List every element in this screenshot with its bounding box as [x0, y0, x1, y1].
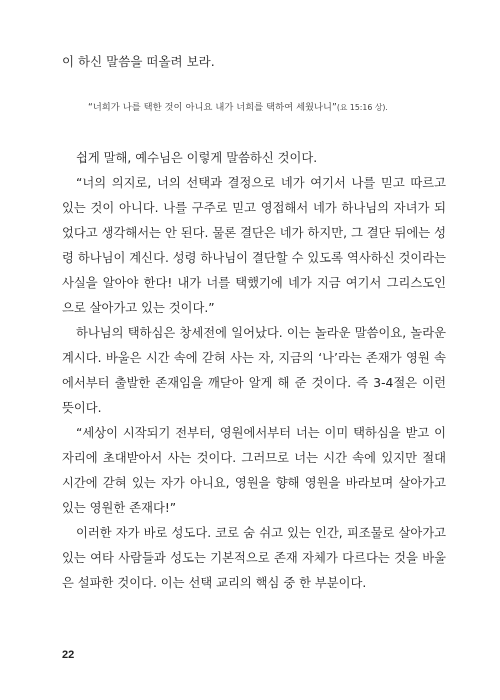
page-number: 22	[62, 649, 75, 661]
paragraph-4: “세상이 시작되기 전부터, 영원에서부터 너는 이미 택하심을 받고 이 자리에 초대받아서 사는 것이다. 그러므로 너는 시간 속에 있지만 절대 시간에 갇혀 있는 자가 아니요, 영원을 향해 영원을 바라보며 살아가고 있는 영원한 존재다!”	[62, 426, 446, 515]
scripture-quote	[88, 100, 388, 116]
quote-text: “너희가 나를 택한 것이 아니요 내가 너희를 택하여 세웠나니”	[88, 102, 337, 113]
paragraph-5: 이러한 자가 바로 성도다. 코로 숨 쉬고 있는 인간, 피조물로 살아가고 있는 여타 사람들과 성도는 기본적으로 존재 자체가 다르다는 것을 바울은 설파한 것이다. 이는 선택 교리의 핵심 중 한 부분이다.	[62, 526, 446, 590]
paragraph-1: 쉽게 말해, 예수님은 이렇게 말씀하신 것이다.	[76, 151, 318, 165]
paragraph-3: 하나님의 택하심은 창세전에 일어났다. 이는 놀라운 말씀이요, 놀라운 계시다. 바울은 시간 속에 갇혀 사는 자, 지금의 ‘나’라는 존재가 영원 속에서부터 출발한 존재임을 깨닫아 알게 해 준 것이다. 즉 3-4절은 이런 뜻이다.	[62, 326, 446, 415]
intro-line: 이 하신 말씀을 떠올려 보라.	[62, 54, 215, 69]
paragraph-2: “너의 의지로, 너의 선택과 결정으로 네가 여기서 나를 믿고 따르고 있는 것이 아니다. 나를 구주로 믿고 영접해서 네가 하나님의 자녀가 되었다고 생각해서는 안 된다. 물론 결단은 네가 하지만, 그 결단 뒤에는 성령 하나님이 계신다. 성령 하나님이 결단할 수 있도록 역사하신 것이라는 사실을 알아야 한다! 내가 너를 택했기에 네가 지금 여기서 그리스도인으로 살아가고 있는 것이다.”	[62, 176, 446, 315]
body-text	[62, 146, 446, 596]
quote-reference: (요 15:16 상).	[336, 103, 388, 112]
